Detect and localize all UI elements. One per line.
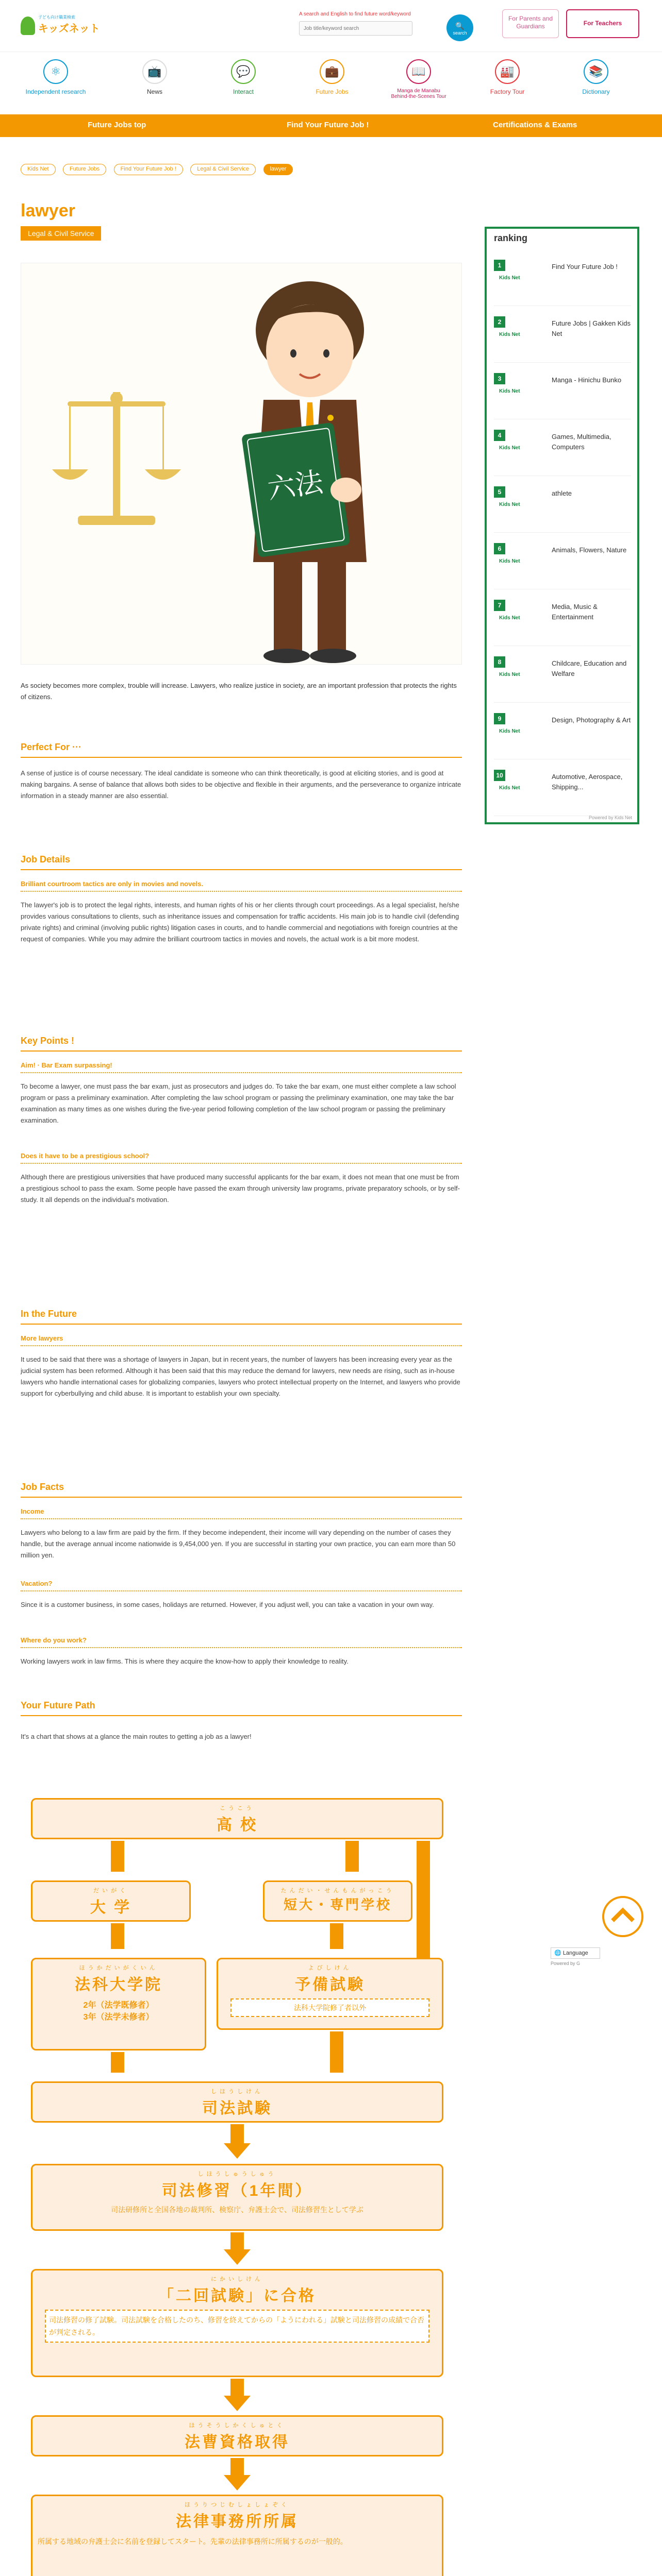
ranking-item[interactable] xyxy=(494,311,631,363)
path-arrow xyxy=(230,2379,244,2397)
breadcrumb xyxy=(21,164,298,178)
facts-income-text: Lawyers who belong to a law firm are paid by the firm. If they become independent, their income will vary depending on the number of cases they handle, but the average annual income nationwide is 9,454,000 yen. If you are successful in starting your own practice, you can earn more than 50 million yen. xyxy=(21,1529,456,1559)
nav-label: Manga de Manabu Behind-the-Scenes Tour xyxy=(391,88,446,99)
lawyer-illustration xyxy=(21,263,462,665)
scroll-top-button[interactable] xyxy=(597,1896,662,1947)
factory-icon: 🏭 xyxy=(495,59,520,84)
path-bar-exam xyxy=(31,2081,443,2123)
rank-number: 9 xyxy=(494,713,505,724)
breadcrumb-item[interactable]: Legal & Civil Service xyxy=(190,164,256,175)
ranking-item[interactable] xyxy=(494,595,631,646)
future-path-chart xyxy=(21,1793,462,2576)
search-label: A search and English to find future word/keyword xyxy=(299,11,411,17)
main-content xyxy=(21,201,462,1740)
rank-thumbnail: Kids Net xyxy=(499,445,520,451)
language-selector[interactable] xyxy=(551,1947,600,1959)
rank-thumbnail: Kids Net xyxy=(499,275,520,281)
tv-icon: 📺 xyxy=(142,59,167,84)
path-label: 法律事務所所属 xyxy=(176,2513,299,2530)
rank-label: Games, Multimedia, Computers xyxy=(552,433,611,451)
logo-mark-icon xyxy=(21,16,35,35)
site-logo[interactable] xyxy=(21,14,103,38)
nav-label: News xyxy=(146,88,162,95)
path-inner-note: 法科大学院修了者以外 xyxy=(230,1998,429,2017)
rank-label: Design, Photography & Art xyxy=(552,716,631,724)
perfect-for-text: A sense of justice is of course necessary. The ideal candidate is someone who can think theoretically, is good at eliciting stories, and is good at making bargains. A sense of balance that allows both sides to be objective and flexible in their arguments, and the perseverance to organize intricate information in a steady manner are also essential. xyxy=(21,769,461,800)
breadcrumb-current: lawyer xyxy=(263,164,293,175)
breadcrumb-item[interactable]: Kids Net xyxy=(21,164,56,175)
page-top-icon xyxy=(602,1896,643,1937)
path-ruby: しほうしゅうしゅう xyxy=(197,2171,277,2177)
rank-label: Childcare, Education and Welfare xyxy=(552,659,627,677)
rank-number: 4 xyxy=(494,430,505,441)
rank-number: 8 xyxy=(494,656,505,668)
language-credit: Powered by G xyxy=(551,1961,581,1966)
rank-number: 3 xyxy=(494,373,505,384)
search-button[interactable] xyxy=(446,14,473,41)
search-icon: 🔍 xyxy=(455,22,465,30)
path-ruby: ほうかだいがくいん xyxy=(79,1965,158,1971)
rank-label: Future Jobs | Gakken Kids Net xyxy=(552,319,631,337)
path-label: 「二回試験」に合格 xyxy=(158,2287,316,2304)
path-arrowhead xyxy=(224,2396,251,2411)
key-points-subheading-2: Does it have to be a prestigious school? xyxy=(21,1152,462,1164)
path-label: 司法試験 xyxy=(202,2100,272,2117)
page-title: lawyer xyxy=(21,201,75,221)
path-arrow xyxy=(230,2124,244,2145)
key-points-subheading-1: Aim! · Bar Exam surpassing! xyxy=(21,1061,462,1073)
ranking-footer: Powered by Kids Net xyxy=(588,815,632,820)
ranking-item[interactable] xyxy=(494,538,631,589)
nav-future-jobs-top[interactable]: Future Jobs top xyxy=(88,121,146,129)
facts-vacation-text: Since it is a customer business, in some cases, holidays are returned. However, if you adjust well, you can take a vacation in your own way. xyxy=(21,1601,434,1608)
language-label: Language xyxy=(562,1950,588,1956)
ranking-item[interactable] xyxy=(494,425,631,476)
rank-label: Animals, Flowers, Nature xyxy=(552,546,627,554)
path-arrow xyxy=(330,1923,343,1949)
ranking-item[interactable] xyxy=(494,651,631,703)
category-tag[interactable]: Legal & Civil Service xyxy=(21,226,101,241)
path-note: 司法研修所と全国各地の裁判所、検察庁、弁護士会で、司法修習生として学ぶ xyxy=(111,2206,363,2214)
nav-independent-research[interactable] xyxy=(25,59,87,111)
section-job-details: Job Details xyxy=(21,854,462,870)
section-in-the-future: In the Future xyxy=(21,1309,462,1325)
briefcase-icon: 💼 xyxy=(320,59,344,84)
chat-icon: 💬 xyxy=(231,59,256,84)
breadcrumb-item[interactable]: Future Jobs xyxy=(63,164,106,175)
path-ruby: にかいしけん xyxy=(211,2276,263,2282)
rank-thumbnail: Kids Net xyxy=(499,502,520,507)
section-perfect-for: Perfect For ··· xyxy=(21,742,462,758)
path-arrow xyxy=(230,2458,244,2477)
path-university xyxy=(31,1880,191,1922)
path-arrowhead xyxy=(224,2143,251,2159)
nav-manga[interactable] xyxy=(388,59,450,111)
book-title: 六法 xyxy=(265,465,325,506)
rank-label: athlete xyxy=(552,489,572,497)
logo-tagline: 子ども向け職業検索 xyxy=(38,15,75,20)
path-label: 大 学 xyxy=(90,1899,132,1916)
path-arrow xyxy=(345,1841,359,1872)
scales-icon xyxy=(52,392,181,525)
path-inner-note: 司法修習の修了試験。司法試験を合格したのち、修習を終えてからの「ようにわれる」試験と司法修習の成績で合否が判定される。 xyxy=(45,2310,429,2343)
nav-interact[interactable] xyxy=(212,59,274,111)
ranking-item[interactable] xyxy=(494,368,631,419)
nav-label: Interact xyxy=(233,88,254,95)
rank-number: 5 xyxy=(494,486,505,498)
path-second-exam xyxy=(31,2269,443,2377)
path-qualification xyxy=(31,2415,443,2456)
path-label: 司法修習（1年間） xyxy=(161,2182,313,2199)
path-ruby: ほうりつじむしょしょぞく xyxy=(185,2502,290,2508)
nav-certifications[interactable]: Certifications & Exams xyxy=(493,121,577,129)
ranking-panel xyxy=(485,227,639,824)
logo-text: キッズネット xyxy=(38,22,100,35)
nav-find-your-job[interactable]: Find Your Future Job ! xyxy=(287,121,369,129)
path-high-school xyxy=(31,1798,443,1839)
rank-thumbnail: Kids Net xyxy=(499,558,520,564)
future-path-intro: It's a chart that shows at a glance the main routes to getting a job as a lawyer! xyxy=(21,1733,252,1740)
rank-number: 6 xyxy=(494,543,505,554)
ranking-item[interactable] xyxy=(494,255,631,306)
path-ruby: こうこう xyxy=(220,1805,255,1811)
rank-thumbnail: Kids Net xyxy=(499,728,520,734)
ranking-item[interactable] xyxy=(494,481,631,533)
facts-income-heading: Income xyxy=(21,1507,462,1519)
path-law-firm xyxy=(31,2495,443,2576)
path-ruby: よびしけん xyxy=(308,1965,352,1971)
nav-future-jobs[interactable] xyxy=(301,59,363,111)
path-ruby: だいがく xyxy=(93,1888,128,1894)
nav-label: Factory Tour xyxy=(490,88,525,95)
book-icon: 📖 xyxy=(406,59,431,84)
rank-label: Automotive, Aerospace, Shipping... xyxy=(552,773,623,791)
key-points-text-1: To become a lawyer, one must pass the bar exam, just as prosecutors and judges do. To take the bar exam, one must either complete a law school program or pass a preliminary examination. After completing the law school program or passing the preliminary examination, one may take the bar examination as many times as one wishes during the five-year period following completion of the law school program or passing the preliminary examination. xyxy=(21,1082,456,1124)
path-label: 予備試験 xyxy=(295,1976,365,1993)
path-arrow xyxy=(111,2052,124,2073)
rank-thumbnail: Kids Net xyxy=(499,785,520,791)
section-key-points: Key Points ! xyxy=(21,1036,462,1052)
rank-thumbnail: Kids Net xyxy=(499,332,520,337)
facts-workplace-text: Working lawyers work in law firms. This is where they acquire the know-how to apply their knowledge to reality. xyxy=(21,1657,349,1665)
path-label: 法曹資格取得 xyxy=(185,2434,290,2451)
path-ruby: ほうそうしかくしゅとく xyxy=(189,2422,286,2429)
path-arrow xyxy=(111,1923,124,1949)
facts-vacation-heading: Vacation? xyxy=(21,1580,462,1591)
rank-label: Find Your Future Job ! xyxy=(552,263,618,270)
category-nav xyxy=(0,52,662,114)
parents-link[interactable]: For Parents and Guardians xyxy=(502,9,559,38)
path-arrowhead xyxy=(224,2475,251,2490)
future-subheading: More lawyers xyxy=(21,1334,462,1346)
path-note: 2年（法学既修者） 3年（法学未修者） xyxy=(83,2001,154,2022)
path-arrow xyxy=(111,1841,124,1872)
globe-icon: 🌐 xyxy=(554,1950,561,1956)
ranking-item[interactable] xyxy=(494,765,631,816)
job-details-subheading: Brilliant courtroom tactics are only in movies and novels. xyxy=(21,880,462,892)
rank-thumbnail: Kids Net xyxy=(499,615,520,621)
future-text: It used to be said that there was a shortage of lawyers in Japan, but in recent years, the number of lawyers has been increasing every year as the judicial system has been reformed. Although it has been said that this may reduce the demand for lawyers, new needs are rising, such as in-house lawyers who handle international cases for globalizing companies, lawyers who protect intellectual property on the Internet, and lawyers who provide support for cyberbullying and child abuse. It is important to establish your own specialty. xyxy=(21,1355,460,1397)
rank-label: Manga ‐ Hinichu Bunko xyxy=(552,376,622,384)
path-arrow xyxy=(230,2232,244,2251)
breadcrumb-item[interactable]: Find Your Future Job ! xyxy=(114,164,183,175)
rank-thumbnail: Kids Net xyxy=(499,672,520,677)
ranking-title: ranking xyxy=(494,233,528,243)
search-button-label: search xyxy=(453,30,467,36)
future-jobs-nav xyxy=(0,114,662,137)
site-header xyxy=(0,0,662,52)
nav-label: Future Jobs xyxy=(316,88,349,95)
nav-dictionary[interactable] xyxy=(565,59,627,111)
nav-factory-tour[interactable] xyxy=(476,59,538,111)
path-ruby: たんだい・せんもんがっこう xyxy=(280,1888,395,1894)
path-junior-college xyxy=(263,1880,412,1922)
atom-icon: ⚛ xyxy=(43,59,68,84)
section-future-path: Your Future Path xyxy=(21,1700,462,1716)
nav-news[interactable] xyxy=(124,59,186,111)
rank-label: Media, Music & Entertainment xyxy=(552,603,598,621)
rank-thumbnail: Kids Net xyxy=(499,388,520,394)
job-intro: As society becomes more complex, trouble will increase. Lawyers, who realize justice in society, are an important profession that protects the rights of citizens. xyxy=(21,682,457,701)
path-note: 所属する地域の弁護士会に名前を登録してスタート。先輩の法律事務所に所属するのが一般的。 xyxy=(38,2537,347,2546)
ranking-item[interactable] xyxy=(494,708,631,759)
dictionary-icon: 📚 xyxy=(584,59,608,84)
job-details-text: The lawyer's job is to protect the legal rights, interests, and human rights of his or her clients through court proceedings. As a legal specialist, he/she provides various consultations to clients, such as inheritance issues and compensation for traffic accidents. His main job is to handle civil (defending private rights) and criminal (involving public rights) litigation cases in courts, and to handle commercial and negotiations with foreign countries at the request of companies. While you may admire the brilliant courtroom tactics in movies and novels, the actual work is a bit more modest. xyxy=(21,901,459,943)
search-input[interactable] xyxy=(299,21,412,36)
path-label: 高 校 xyxy=(216,1817,258,1834)
search-area xyxy=(299,11,423,42)
path-legal-training xyxy=(31,2164,443,2231)
path-preliminary-exam xyxy=(217,1958,443,2030)
path-label: 短大・専門学校 xyxy=(283,1897,392,1912)
facts-workplace-heading: Where do you work? xyxy=(21,1636,462,1648)
lawyer-illustration-svg xyxy=(21,263,462,665)
rank-number: 1 xyxy=(494,260,505,271)
path-law-school xyxy=(31,1958,206,2050)
rank-number: 10 xyxy=(494,770,505,781)
lawyer-figure xyxy=(241,281,367,663)
section-job-facts: Job Facts xyxy=(21,1482,462,1498)
key-points-text-2: Although there are prestigious universities that have produced many successful applicants for the bar exam, it does not mean that one must be from a prestigious school to pass the exam. Some people have passed the exam through university law programs, private preparatory schools, or by self-study. It all depends on the individual's motivation. xyxy=(21,1173,460,1204)
rank-number: 2 xyxy=(494,316,505,328)
rank-number: 7 xyxy=(494,600,505,611)
path-label: 法科大学院 xyxy=(75,1976,162,1993)
nav-label: Independent research xyxy=(25,88,86,95)
path-arrowhead xyxy=(224,2249,251,2265)
nav-label: Dictionary xyxy=(582,88,610,95)
path-ruby: しほうしけん xyxy=(211,2089,263,2095)
teachers-link[interactable]: For Teachers xyxy=(566,9,639,38)
path-arrow xyxy=(330,2031,343,2073)
